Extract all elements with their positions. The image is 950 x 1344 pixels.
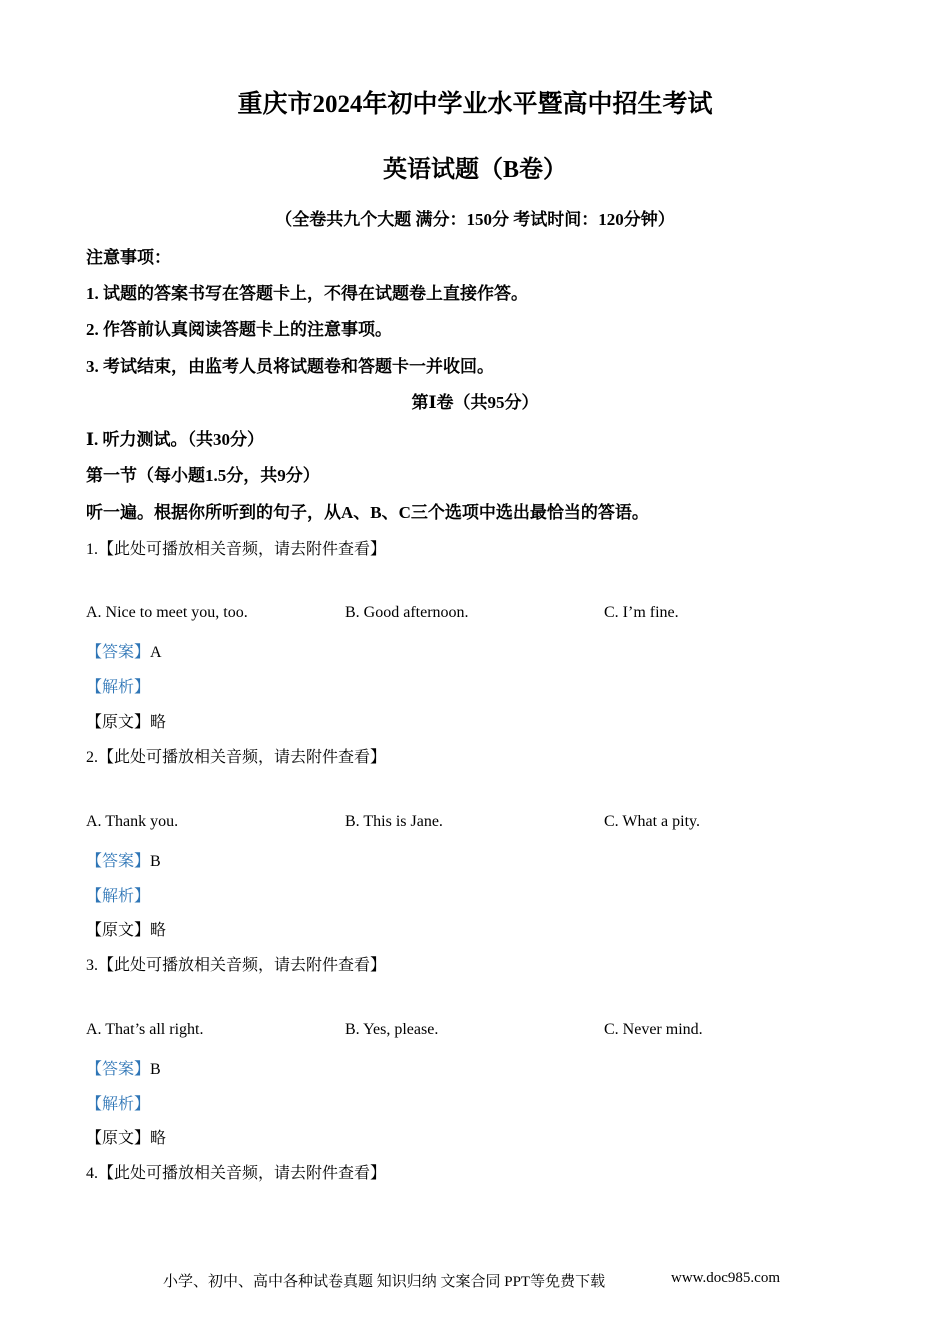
- option-b: B. This is Jane.: [345, 813, 443, 830]
- answer-label: 【答案】: [86, 644, 151, 661]
- notes-item: 2. 作答前认真阅读答题卡上的注意事项。: [86, 320, 392, 339]
- question-stem: 1.【此处可播放相关音频，请去附件查看】: [86, 541, 387, 558]
- option-a: A. Thank you.: [86, 813, 179, 830]
- answer-label: 【答案】: [86, 1061, 151, 1078]
- exam-info: （全卷共九个大题 满分：150分 考试时间：120分钟）: [275, 210, 675, 229]
- notes-item: 1. 试题的答案书写在答题卡上，不得在试题卷上直接作答。: [86, 284, 528, 303]
- answer-value: A: [150, 644, 162, 661]
- original-value: 略: [150, 714, 167, 731]
- analysis-label: 【解析】: [86, 888, 151, 905]
- section-instruction: 听一遍。根据你所听到的句子，从A、B、C三个选项中选出最恰当的答语。: [86, 503, 649, 522]
- option-c: C. I’m fine.: [604, 604, 679, 621]
- answer-line: [86, 1056, 161, 1079]
- footer-url[interactable]: www.doc985.com: [671, 1270, 781, 1286]
- option-a: A. Nice to meet you, too.: [86, 604, 248, 621]
- exam-subtitle: 英语试题（B卷）: [382, 157, 567, 183]
- question-stem: 4.【此处可播放相关音频，请去附件查看】: [86, 1165, 387, 1182]
- question-stem: 3.【此处可播放相关音频，请去附件查看】: [86, 957, 387, 974]
- option-b: B. Good afternoon.: [345, 604, 469, 621]
- part-heading: 第Ⅰ卷（共95分）: [411, 393, 539, 412]
- original-line: [86, 917, 166, 940]
- original-label: 【原文】: [86, 714, 151, 731]
- question-stem: 2.【此处可播放相关音频，请去附件查看】: [86, 749, 387, 766]
- notes-heading: 注意事项：: [86, 248, 171, 267]
- answer-line: [86, 639, 162, 662]
- answer-value: B: [150, 853, 161, 870]
- option-a: A. That’s all right.: [86, 1021, 204, 1038]
- answer-value: B: [150, 1061, 161, 1078]
- option-c: C. What a pity.: [604, 813, 700, 830]
- analysis-label: 【解析】: [86, 679, 151, 696]
- original-line: [86, 1125, 166, 1148]
- original-line: [86, 709, 166, 732]
- original-value: 略: [150, 922, 167, 939]
- option-c: C. Never mind.: [604, 1021, 703, 1038]
- analysis-label: 【解析】: [86, 1096, 151, 1113]
- answer-label: 【答案】: [86, 853, 151, 870]
- answer-line: [86, 848, 161, 871]
- notes-item: 3. 考试结束，由监考人员将试题卷和答题卡一并收回。: [86, 357, 494, 376]
- original-label: 【原文】: [86, 1130, 151, 1147]
- original-label: 【原文】: [86, 922, 151, 939]
- original-value: 略: [150, 1130, 167, 1147]
- exam-title: 重庆市2024年初中学业水平暨高中招生考试: [237, 91, 713, 118]
- option-b: B. Yes, please.: [345, 1021, 439, 1038]
- section-heading: Ⅰ. 听力测试。（共30分）: [86, 430, 264, 449]
- subsection-heading: 第一节（每小题1.5分，共9分）: [86, 466, 320, 485]
- footer-text: 小学、初中、高中各种试卷真题 知识归纳 文案合同 PPT等免费下载: [163, 1274, 606, 1290]
